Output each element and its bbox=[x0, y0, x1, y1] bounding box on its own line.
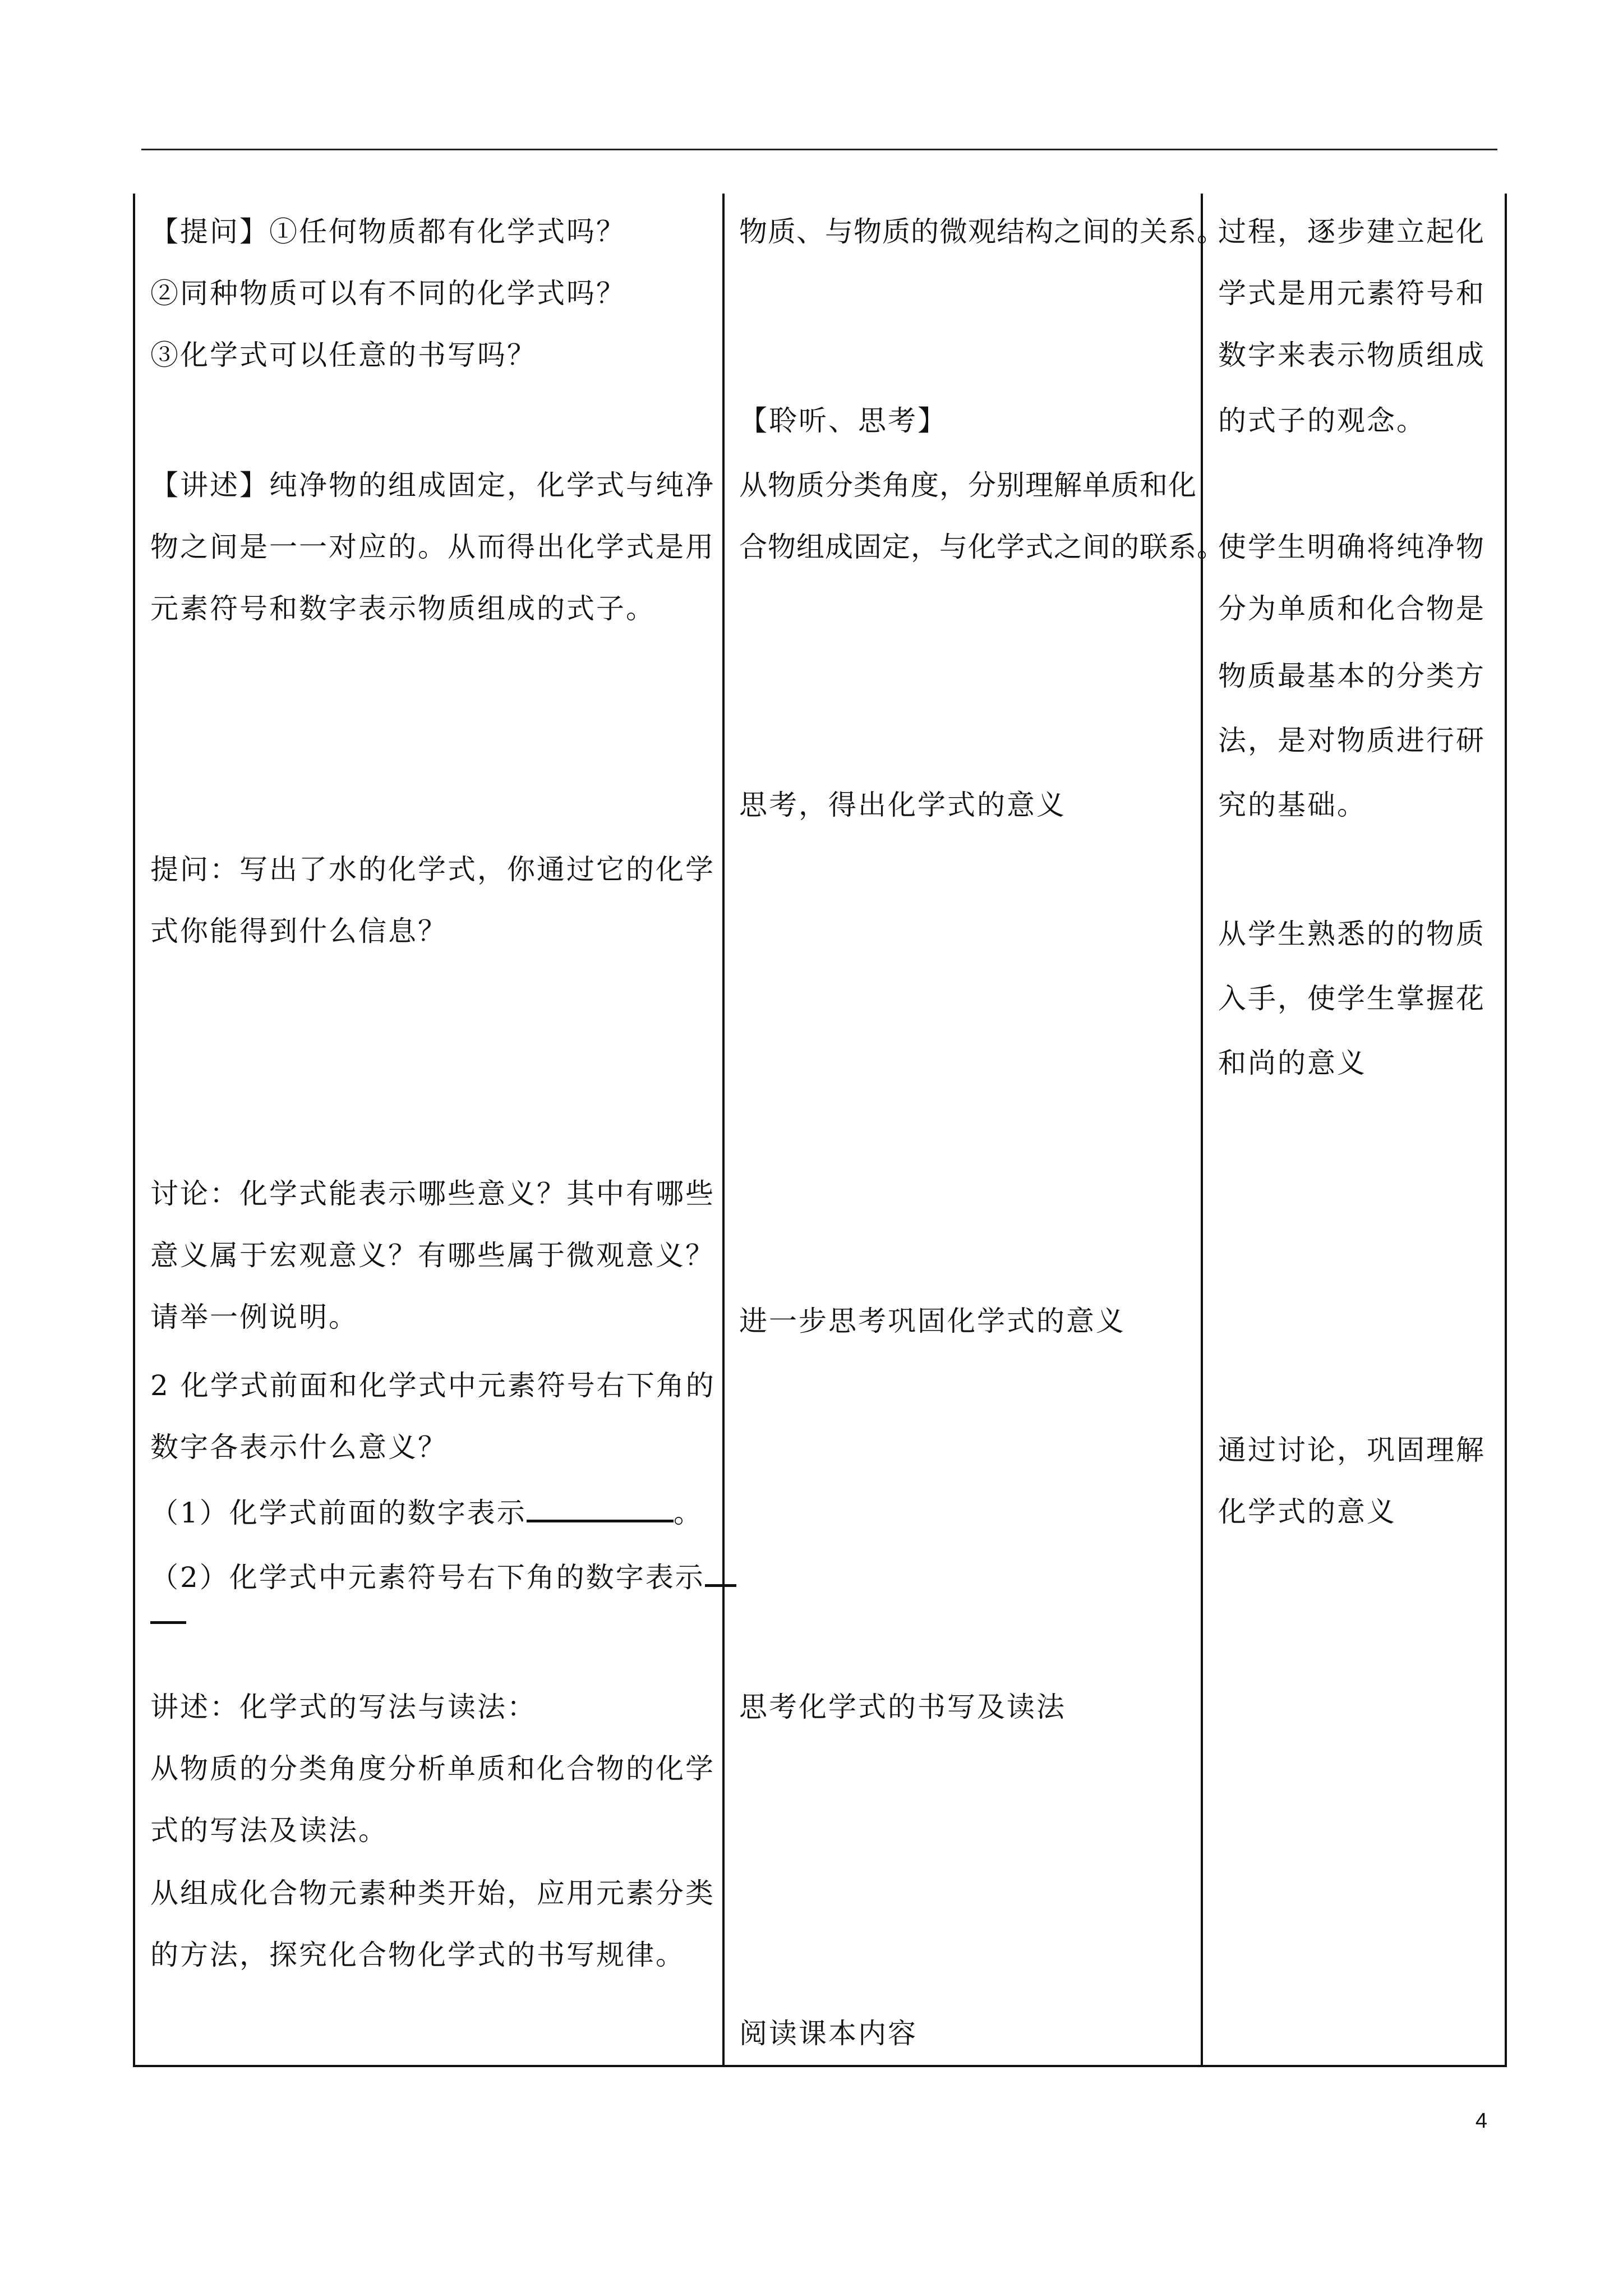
intent-4-line-2: 化学式的意义 bbox=[1218, 1496, 1396, 1528]
lecture-line-1: 【讲述】纯净物的组成固定，化学式与纯净 bbox=[150, 469, 715, 501]
question-2-line-1: 2 化学式前面和化学式中元素符号右下角的 bbox=[150, 1369, 716, 1402]
page-number: 4 bbox=[1475, 2109, 1487, 2133]
discuss-line-2: 意义属于宏观意义？有哪些属于微观意义？ bbox=[150, 1239, 715, 1272]
lecture2-line-4: 从组成化合物元素种类开始，应用元素分类 bbox=[150, 1877, 715, 1910]
listen-think-heading: 【聆听、思考】 bbox=[739, 404, 947, 437]
ask-line-1: 提问：写出了水的化学式，你通过它的化学 bbox=[150, 853, 715, 886]
ask-line-2: 式你能得到什么信息？ bbox=[150, 915, 448, 947]
think-consolidate: 进一步思考巩固化学式的意义 bbox=[739, 1305, 1126, 1337]
sub-question-2-text: （2）化学式中元素符号右下角的数字表示 bbox=[150, 1561, 705, 1594]
intent-3-line-3: 和尚的意义 bbox=[1218, 1047, 1367, 1079]
intent-1-line-3: 数字来表示物质组成 bbox=[1218, 339, 1486, 371]
intent-1-line-2: 学式是用元素符号和 bbox=[1218, 277, 1486, 310]
intent-2-line-2: 分为单质和化合物是 bbox=[1218, 592, 1486, 625]
intent-3-line-1: 从学生熟悉的的物质 bbox=[1218, 918, 1486, 950]
intent-3-line-2: 入手，使学生掌握花 bbox=[1218, 982, 1486, 1015]
lecture2-line-3: 式的写法及读法。 bbox=[150, 1814, 388, 1847]
lecture2-line-1: 讲述：化学式的写法与读法： bbox=[150, 1691, 537, 1723]
table-border-left bbox=[133, 194, 135, 2067]
question-3: ③化学式可以任意的书写吗？ bbox=[150, 339, 537, 371]
sub-question-1 bbox=[150, 1495, 703, 1530]
intent-1-line-4: 的式子的观念。 bbox=[1218, 404, 1426, 437]
intent-1-line-1: 过程，逐步建立起化 bbox=[1218, 215, 1486, 248]
intent-4-line-1: 通过讨论，巩固理解 bbox=[1218, 1434, 1486, 1466]
lecture-line-2: 物之间是一一对应的。从而得出化学式是用 bbox=[150, 531, 715, 563]
table-divider-1 bbox=[722, 194, 725, 2067]
lecture-line-3: 元素符号和数字表示物质组成的式子。 bbox=[150, 592, 656, 625]
lecture2-line-5: 的方法，探究化合物化学式的书写规律。 bbox=[150, 1939, 685, 1971]
fill-blank-2[interactable] bbox=[705, 1559, 736, 1587]
table-border-bottom bbox=[133, 2065, 1507, 2067]
question-2: ②同种物质可以有不同的化学式吗？ bbox=[150, 277, 626, 310]
read-textbook: 阅读课本内容 bbox=[739, 2017, 917, 2050]
intent-2-line-5: 究的基础。 bbox=[1218, 789, 1367, 821]
think-writing: 思考化学式的书写及读法 bbox=[739, 1691, 1066, 1723]
question-2-line-2: 数字各表示什么意义？ bbox=[150, 1431, 448, 1464]
intent-2-line-1: 使学生明确将纯净物 bbox=[1218, 531, 1486, 563]
sub-question-2 bbox=[150, 1559, 736, 1594]
question-heading: 【提问】①任何物质都有化学式吗？ bbox=[150, 215, 626, 248]
think-meaning: 思考，得出化学式的意义 bbox=[739, 789, 1066, 821]
discuss-line-3: 请举一例说明。 bbox=[150, 1301, 358, 1333]
table-border-right bbox=[1505, 194, 1507, 2067]
lecture2-line-2: 从物质的分类角度分析单质和化合物的化学 bbox=[150, 1752, 715, 1785]
discuss-line-1: 讨论：化学式能表示哪些意义？其中有哪些 bbox=[150, 1177, 715, 1210]
intent-2-line-4: 法，是对物质进行研 bbox=[1218, 724, 1486, 757]
header-rule bbox=[141, 149, 1497, 150]
fill-blank-2-continued[interactable] bbox=[150, 1616, 186, 1624]
fill-blank-1[interactable] bbox=[527, 1495, 674, 1522]
classification-line-1: 从物质分类角度，分别理解单质和化 bbox=[739, 469, 1197, 501]
sub-question-1-text: （1）化学式前面的数字表示 bbox=[150, 1497, 527, 1529]
relation-text: 物质、与物质的微观结构之间的关系。 bbox=[739, 215, 1225, 248]
table-divider-2 bbox=[1201, 194, 1203, 2067]
intent-2-line-3: 物质最基本的分类方 bbox=[1218, 660, 1486, 692]
classification-line-2: 合物组成固定，与化学式之间的联系。 bbox=[739, 531, 1225, 563]
sub-question-1-end: 。 bbox=[673, 1497, 703, 1529]
